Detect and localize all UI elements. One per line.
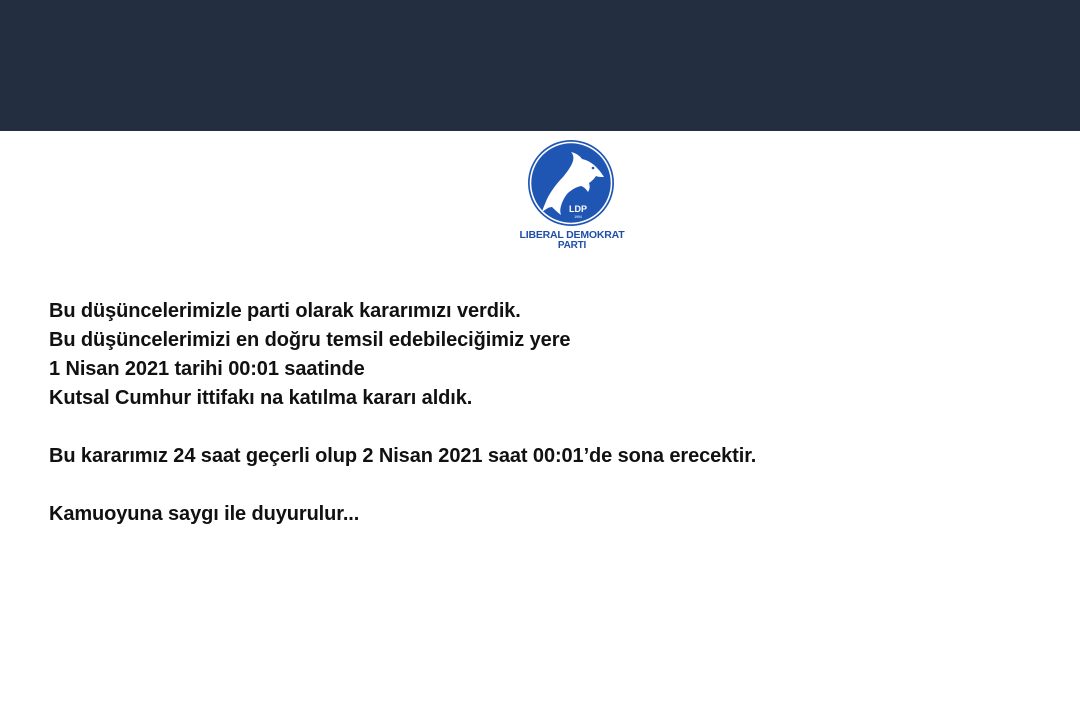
logo-name-line1: LIBERAL DEMOKRAT [519,229,625,241]
paragraph-gap [49,413,1049,442]
statement-text [49,297,1049,529]
dolphin-logo-icon [527,139,615,227]
statement-line: Bu düşüncelerimizi en doğru temsil edebileciğimiz yere [49,329,571,351]
logo-abbreviation: LDP [569,204,587,214]
validity-line: Bu kararımız 24 saat geçerli olup 2 Nisan 2021 saat 00:01’de sona erecektir. [49,445,757,467]
statement-line: Bu düşüncelerimizle parti olarak kararımızı verdik. [49,300,521,322]
logo-name-line2: PARTI [557,240,587,251]
statement-line: 1 Nisan 2021 tarihi 00:01 saatinde [49,358,365,380]
logo-year: 1994 [574,215,582,219]
paragraph-gap [49,471,1049,500]
header-bar [0,0,1080,131]
closing-line: Kamuoyuna saygı ile duyurulur... [49,503,360,525]
statement-line: Kutsal Cumhur ittifakı na katılma kararı aldık. [49,387,473,409]
party-logo [510,136,634,258]
